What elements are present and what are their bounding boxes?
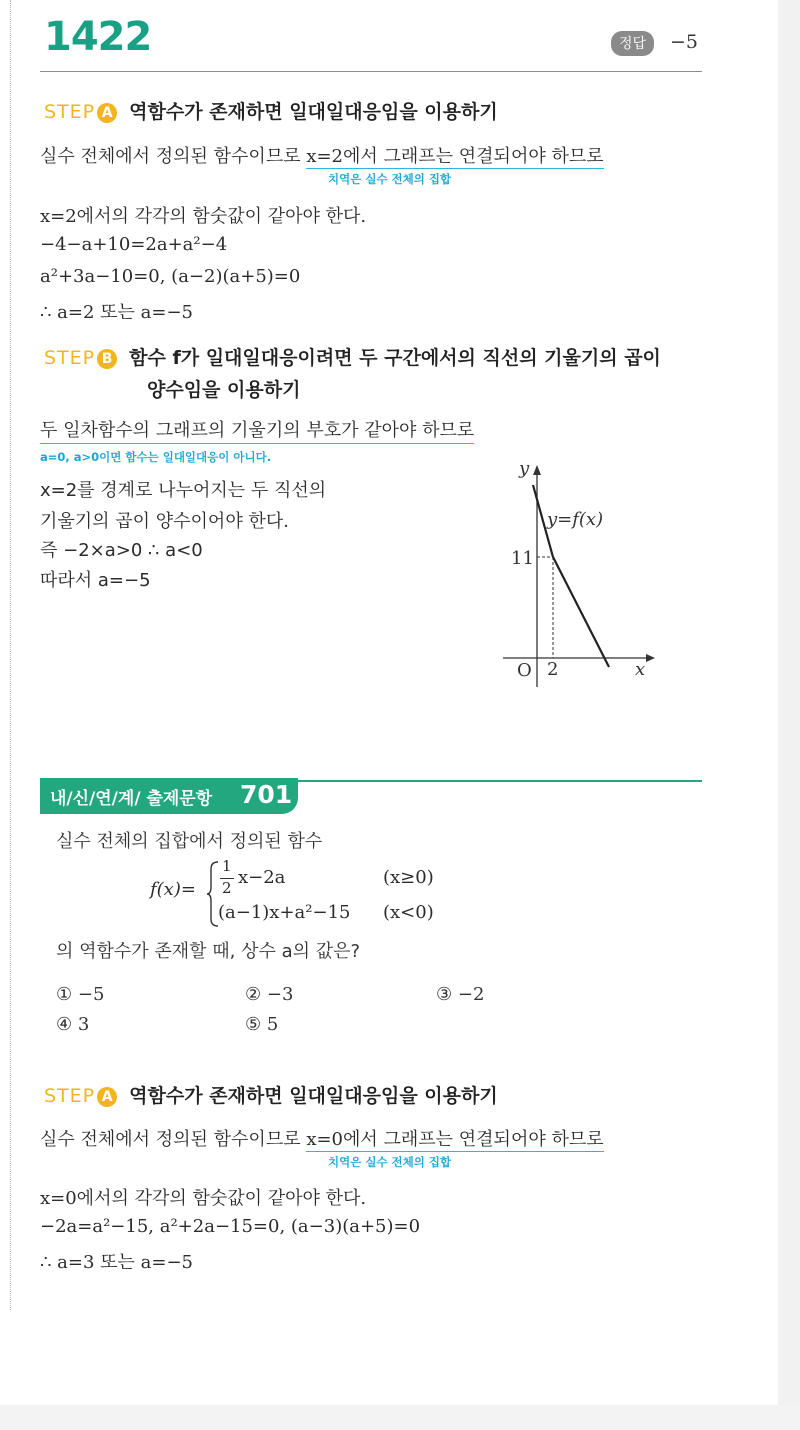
step-letter-badge: A — [97, 1087, 117, 1107]
x-axis-label: x — [635, 659, 646, 680]
explanation-line — [40, 1125, 604, 1151]
step-title: 역함수가 존재하면 일대일대응임을 이용하기 — [129, 1085, 498, 1107]
equation: −4−a+10=2a+a²−4 — [40, 234, 228, 255]
step-letter-badge: A — [97, 103, 117, 123]
case1-condition: (x≥0) — [383, 867, 434, 888]
step-b-heading — [44, 343, 661, 370]
explanation-line: x=2에서의 각각의 함숫값이 같아야 한다. — [40, 206, 367, 227]
function-lhs: f(x)= — [150, 879, 196, 900]
step-a-heading — [44, 97, 498, 124]
banner-number: 701 — [240, 780, 293, 809]
step-letter-badge: B — [97, 349, 117, 369]
step-title-continued: 양수임을 이용하기 — [147, 379, 301, 401]
choice-1[interactable]: ① −5 — [56, 984, 105, 1005]
text-segment: 실수 전체에서 정의된 함수이므로 — [40, 1129, 307, 1150]
x-axis-arrow — [646, 654, 655, 662]
question-line: 의 역함수가 존재할 때, 상수 a의 값은? — [56, 941, 361, 962]
equation: a²+3a−10=0, (a−2)(a+5)=0 — [40, 266, 301, 287]
fraction-numerator: 1 — [222, 857, 232, 875]
slope-note: a=0, a>0이면 함수는 일대일대응이 아니다. — [40, 450, 272, 464]
banner-rule — [298, 780, 702, 782]
page-edge-shadow — [778, 0, 800, 1405]
range-note: 치역은 실수 전체의 집합 — [328, 172, 452, 186]
equation: ∴ a=2 또는 a=−5 — [40, 302, 194, 323]
explanation-line: 기울기의 곱이 양수이어야 한다. — [40, 511, 289, 532]
text-segment: 실수 전체에서 정의된 함수이므로 — [40, 146, 307, 167]
explanation-line — [40, 142, 604, 168]
equation: −2a=a²−15, a²+2a−15=0, (a−3)(a+5)=0 — [40, 1216, 421, 1237]
case1-expression: x−2a — [238, 867, 286, 888]
choice-5[interactable]: ⑤ 5 — [245, 1014, 279, 1035]
step-title: 함수 f가 일대일대응이려면 두 구간에서의 직선의 기울기의 곱이 — [129, 347, 661, 369]
step-tag: STEP — [44, 101, 96, 123]
margin-dotted-line — [10, 0, 11, 1310]
step-title: 역함수가 존재하면 일대일대응임을 이용하기 — [129, 101, 498, 123]
banner-label: 내/신/연/계/ 출제문항 — [50, 789, 213, 809]
range-note: 치역은 실수 전체의 집합 — [328, 1155, 452, 1169]
step-tag: STEP — [44, 347, 96, 369]
y-axis-label: y — [519, 458, 530, 479]
page-bottom-background — [0, 1405, 800, 1430]
explanation-line: x=2를 경계로 나누어지는 두 직선의 — [40, 480, 327, 501]
inequality-line: 즉 −2×a>0 ∴ a<0 — [40, 540, 203, 561]
step-tag: STEP — [44, 1085, 96, 1107]
question-line: 실수 전체의 집합에서 정의된 함수 — [56, 831, 323, 852]
equation: ∴ a=3 또는 a=−5 — [40, 1252, 194, 1273]
underlined-condition: x=0에서 그래프는 연결되어야 하므로 — [306, 1129, 604, 1150]
function-graph — [495, 455, 675, 690]
choice-3[interactable]: ③ −2 — [436, 984, 485, 1005]
y-tick-label: 11 — [511, 548, 534, 569]
y-axis-arrow — [533, 465, 541, 475]
x-tick-label: 2 — [547, 659, 559, 680]
origin-label: O — [517, 660, 532, 681]
choice-2[interactable]: ② −3 — [245, 984, 294, 1005]
choice-4[interactable]: ④ 3 — [56, 1014, 90, 1035]
underlined-condition: 두 일차함수의 그래프의 기울기의 부호가 같아야 하므로 — [40, 416, 474, 444]
answer-badge: 정답 — [611, 31, 654, 56]
problem-number: 1422 — [44, 14, 152, 60]
explanation-line: x=0에서의 각각의 함숫값이 같아야 한다. — [40, 1188, 367, 1209]
case2-expression: (a−1)x+a²−15 — [218, 902, 351, 923]
header-divider — [40, 71, 702, 72]
underlined-condition: x=2에서 그래프는 연결되어야 하므로 — [306, 146, 604, 167]
step-a-heading — [44, 1081, 498, 1108]
function-label: y=f(x) — [547, 509, 604, 530]
case2-condition: (x<0) — [383, 902, 434, 923]
conclusion-line: 따라서 a=−5 — [40, 570, 151, 591]
fraction-denominator: 2 — [222, 879, 232, 897]
answer-value: −5 — [670, 31, 699, 53]
